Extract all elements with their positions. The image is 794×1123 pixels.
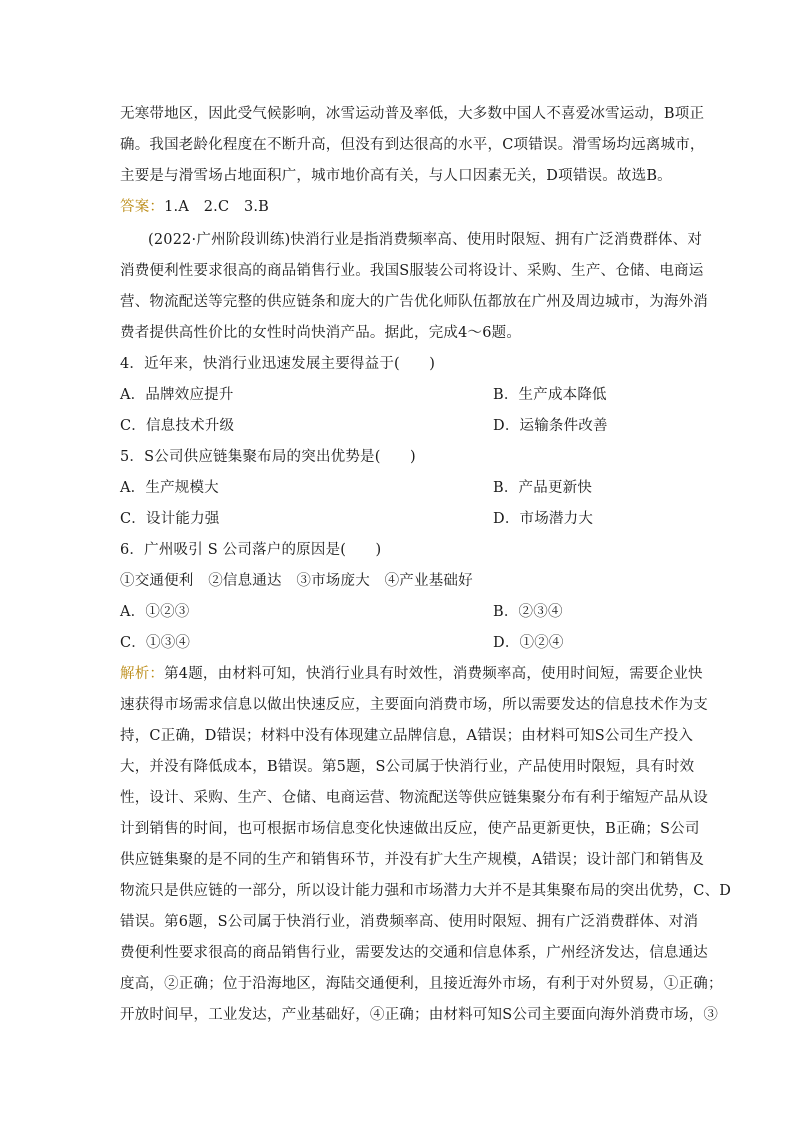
q5-options-row-1 (120, 478, 680, 498)
q5-option-a: A．生产规模大 (120, 480, 219, 496)
prev-analysis-line-2: 确。我国老龄化程度在不断升高，但没有到达很高的水平，C项错误。滑雪场均远离城市， (120, 137, 705, 153)
answer-label: 答案： (120, 199, 165, 215)
analysis-line-12: 开放时间早，工业发达，产业基础好，④正确；由材料可知S公司主要面向海外消费市场，③ (120, 1007, 719, 1023)
q6-options-row-1 (120, 602, 680, 622)
material-line-1: (2022·广州阶段训练)快消行业是指消费频率高、使用时限短、拥有广泛消费群体、对 (148, 232, 703, 248)
prev-analysis-line-3: 主要是与滑雪场占地面积广，城市地价高有关，与人口因素无关，D项错误。故选B。 (120, 168, 672, 184)
q4-option-d: D．运输条件改善 (493, 418, 608, 434)
q6-option-d: D．①②④ (493, 635, 564, 651)
q4-stem: 4．近年来，快消行业迅速发展主要得益于( ) (120, 356, 436, 372)
analysis-line-8: 物流只是供应链的一部分，所以设计能力强和市场潜力大并不是其集聚布局的突出优势，C、D (120, 883, 732, 899)
analysis-line-10: 费便利性要求很高的商品销售行业，需要发达的交通和信息体系，广州经济发达，信息通达 (120, 945, 708, 961)
analysis-first-text: 第4题，由材料可知，快消行业具有时效性，消费频率高，使用时间短，需要企业快 (164, 666, 703, 682)
material-line-2: 消费便利性要求很高的商品销售行业。我国S服装公司将设计、采购、生产、仓储、电商运 (120, 263, 704, 279)
material-line-3: 营、物流配送等完整的供应链条和庞大的广告优化师队伍都放在广州及周边城市，为海外消 (120, 294, 708, 310)
analysis-label: 解析： (120, 666, 165, 682)
q4-options-row-1 (120, 385, 680, 405)
q4-options-row-2 (120, 416, 680, 436)
q4-option-a: A．品牌效应提升 (120, 387, 234, 403)
analysis-line-11: 度高，②正确；位于沿海地区，海陆交通便利，且接近海外市场，有利于对外贸易，①正确； (120, 976, 723, 992)
q5-stem: 5．S公司供应链集聚布局的突出优势是( ) (120, 449, 416, 465)
prev-analysis-line-1: 无寒带地区，因此受气候影响，冰雪运动普及率低，大多数中国人不喜爱冰雪运动，B项正 (120, 106, 705, 122)
analysis-line-1 (120, 664, 703, 684)
material-line-4: 费者提供高性价比的女性时尚快消产品。据此，完成4～6题。 (120, 325, 522, 341)
q5-option-d: D．市场潜力大 (493, 511, 594, 527)
analysis-line-7: 供应链集聚的是不同的生产和销售环节，并没有扩大生产规模，A错误；设计部门和销售及 (120, 852, 704, 868)
q5-option-b: B．产品更新快 (493, 480, 593, 496)
q5-option-c: C．设计能力强 (120, 511, 220, 527)
answer-text: 1.A 2.C 3.B (164, 199, 270, 215)
q4-option-c: C．信息技术升级 (120, 418, 235, 434)
analysis-line-5: 性，设计、采购、生产、仓储、电商运营、物流配送等供应链集聚分布有利于缩短产品从设 (120, 790, 708, 806)
analysis-line-2: 速获得市场需求信息以做出快速反应，主要面向消费市场，所以需要发达的信息技术作为支 (120, 697, 708, 713)
analysis-line-4: 大，并没有降低成本，B错误。第5题，S公司属于快消行业，产品使用时限短，具有时效 (120, 759, 695, 775)
q6-items: ①交通便利 ②信息通达 ③市场庞大 ④产业基础好 (120, 573, 473, 589)
q6-option-c: C．①③④ (120, 635, 191, 651)
q5-options-row-2 (120, 509, 680, 529)
q6-option-a: A．①②③ (120, 604, 190, 620)
analysis-line-6: 计到销售的时间，也可根据市场信息变化快速做出反应，使产品更新更快，B正确；S公司 (120, 821, 700, 837)
analysis-line-3: 持，C正确，D错误；材料中没有体现建立品牌信息，A错误；由材料可知S公司生产投入 (120, 728, 694, 744)
q4-option-b: B．生产成本降低 (493, 387, 607, 403)
q6-stem: 6．广州吸引 S 公司落户的原因是( ) (120, 542, 382, 558)
answer-line (120, 197, 680, 217)
analysis-line-9: 错误。第6题，S公司属于快消行业，消费频率高、使用时限短、拥有广泛消费群体、对消 (120, 914, 699, 930)
q6-options-row-2 (120, 633, 680, 653)
q6-option-b: B．②③④ (493, 604, 563, 620)
